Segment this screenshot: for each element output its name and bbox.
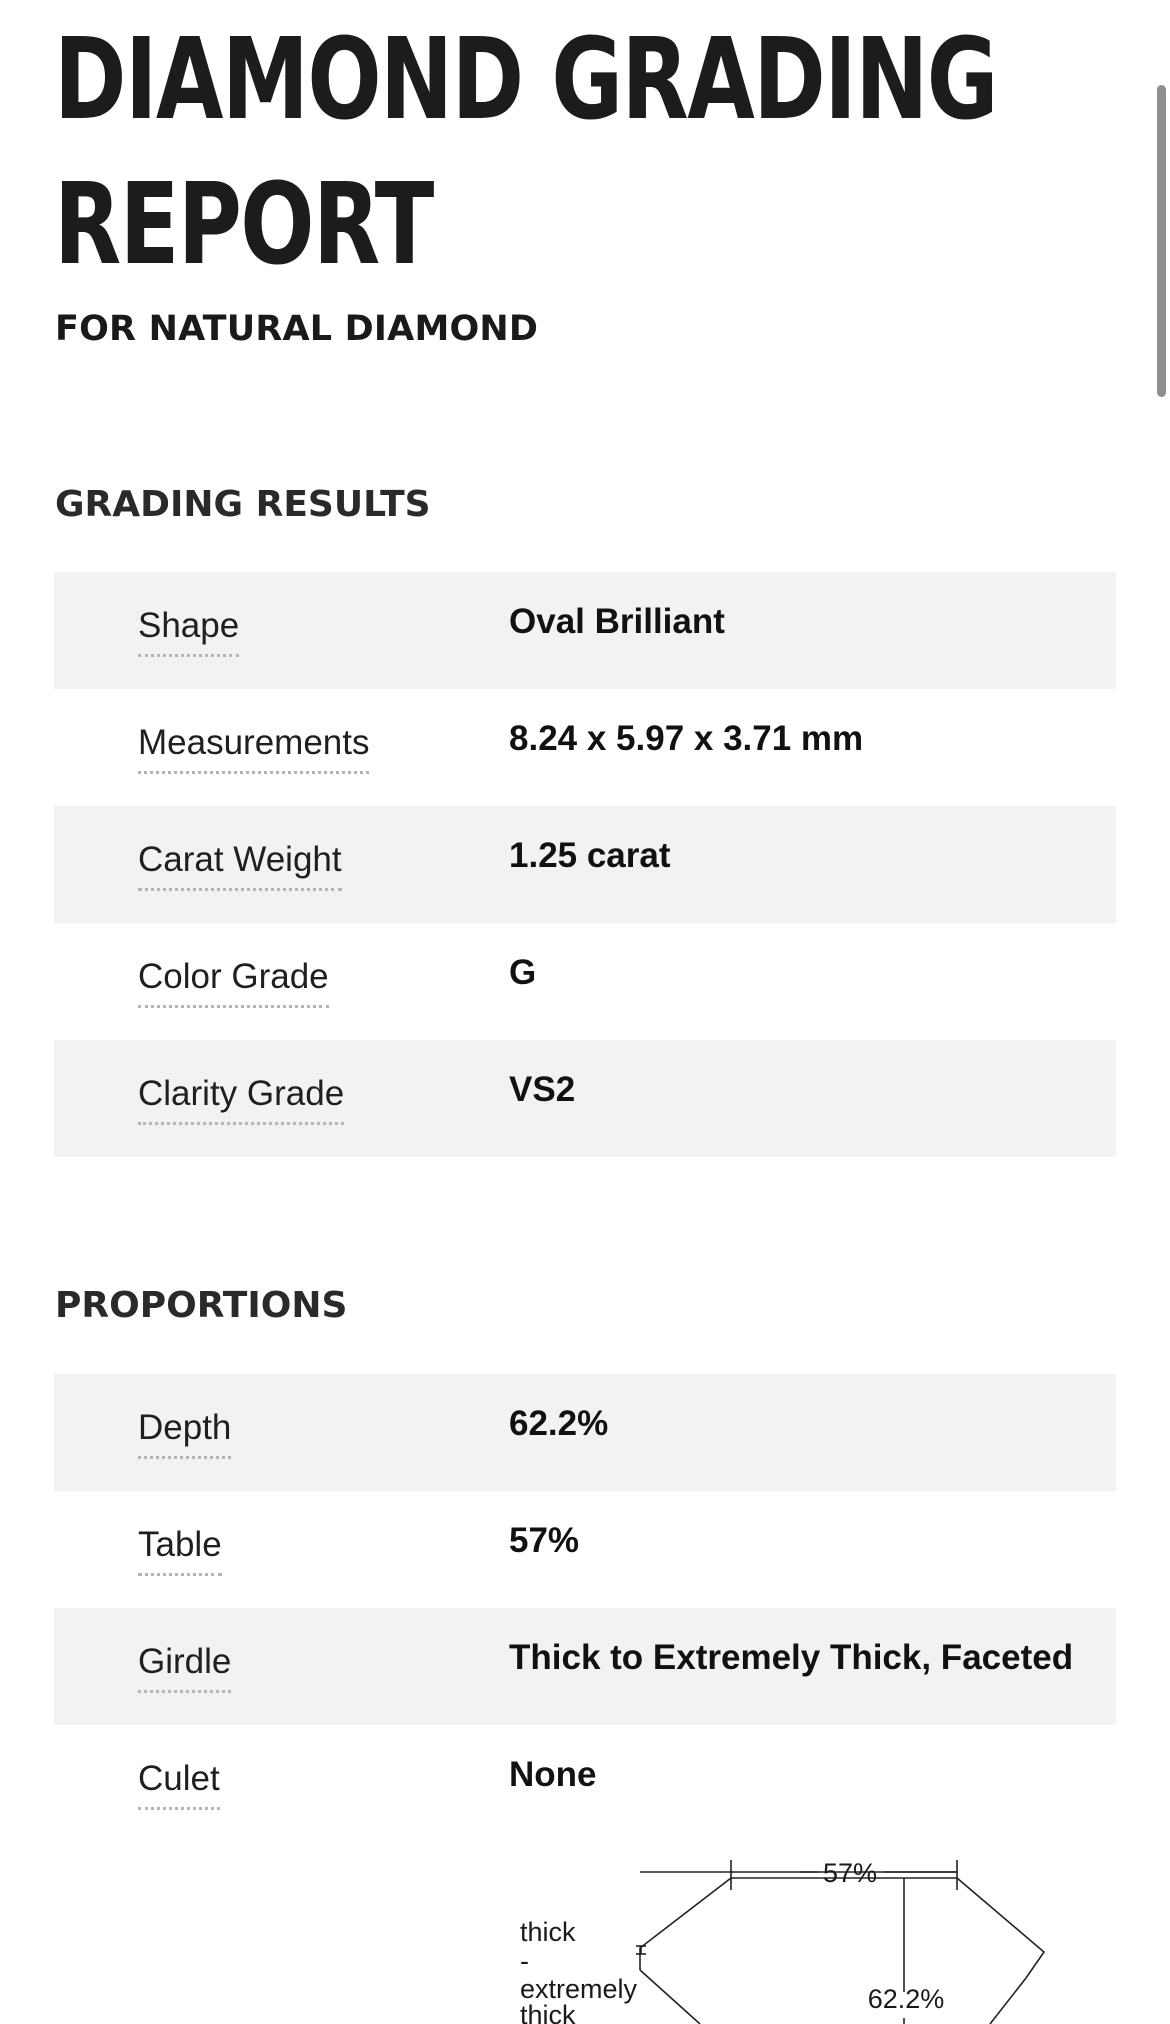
spec-row-table (54, 1491, 1116, 1608)
measurements-label[interactable]: Measurements (138, 723, 369, 774)
diagram-girdle-line-4: thick (520, 2000, 576, 2024)
culet-value: None (509, 1755, 597, 1794)
diamond-profile-svg (500, 1860, 1060, 2024)
depth-label[interactable]: Depth (138, 1408, 231, 1459)
diagram-girdle-line-2: - (520, 1946, 529, 1976)
color-grade-label[interactable]: Color Grade (138, 957, 329, 1008)
color-grade-value: G (509, 953, 537, 992)
diagram-depth-label: 62.2% (867, 1984, 945, 2014)
depth-value: 62.2% (509, 1404, 609, 1443)
diagram-table-label: 57% (822, 1860, 878, 1888)
table-label[interactable]: Table (138, 1525, 222, 1576)
proportions-heading: PROPORTIONS (55, 1285, 348, 1326)
diamond-outline (640, 1872, 1044, 2024)
clarity-grade-value: VS2 (509, 1070, 576, 1109)
measurements-value: 8.24 x 5.97 x 3.71 mm (509, 719, 864, 758)
diagram-girdle-line-3: extremely (520, 1974, 638, 2004)
shape-value: Oval Brilliant (509, 602, 725, 641)
proportions-diagram (500, 1860, 1060, 2024)
page-title-line-1: DIAMOND GRADING (54, 15, 997, 145)
carat-weight-value: 1.25 carat (509, 836, 671, 875)
grading-results-heading: GRADING RESULTS (55, 484, 431, 525)
girdle-label[interactable]: Girdle (138, 1642, 231, 1693)
spec-row-culet (54, 1725, 1116, 1842)
girdle-marker (636, 1946, 646, 1954)
page-title-line-2: REPORT (54, 160, 433, 290)
spec-row-carat-weight (54, 806, 1116, 923)
girdle-value: Thick to Extremely Thick, Faceted (509, 1638, 1074, 1677)
carat-weight-label[interactable]: Carat Weight (138, 840, 342, 891)
page-subtitle: FOR NATURAL DIAMOND (55, 309, 539, 349)
spec-row-girdle (54, 1608, 1116, 1725)
table-value: 57% (509, 1521, 580, 1560)
diagram-girdle-line-1: thick (520, 1917, 576, 1947)
page-title (54, 8, 997, 298)
spec-row-measurements (54, 689, 1116, 806)
vertical-scrollbar[interactable] (1150, 0, 1170, 2024)
grading-results-table (54, 572, 1116, 1157)
spec-row-clarity-grade (54, 1040, 1116, 1157)
shape-label[interactable]: Shape (138, 606, 239, 657)
spec-row-depth (54, 1374, 1116, 1491)
scrollbar-thumb[interactable] (1157, 85, 1166, 397)
clarity-grade-label[interactable]: Clarity Grade (138, 1074, 344, 1125)
proportions-table (54, 1374, 1116, 1842)
culet-label[interactable]: Culet (138, 1759, 220, 1810)
spec-row-color-grade (54, 923, 1116, 1040)
spec-row-shape (54, 572, 1116, 689)
